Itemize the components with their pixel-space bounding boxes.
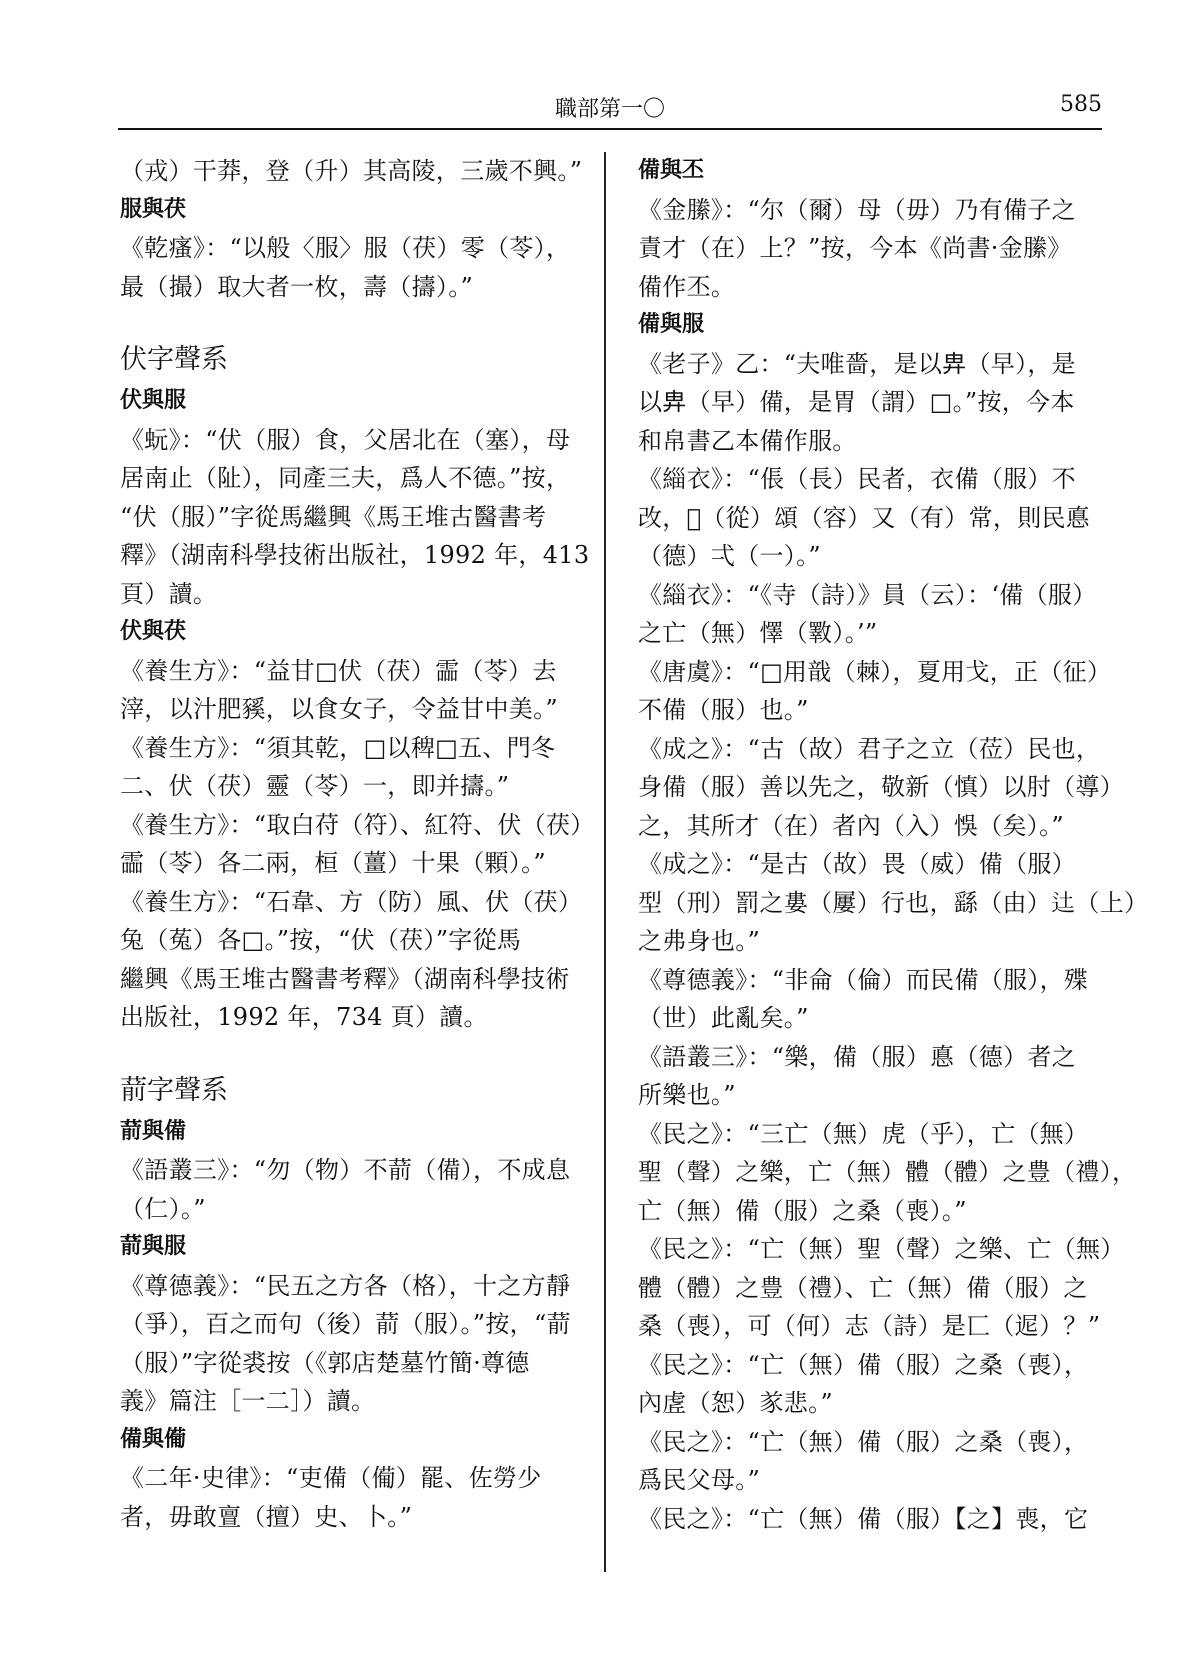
text-line: 桑（喪），可（何）志（詩）是匸（迡）？” — [638, 1312, 1101, 1340]
text-line: 之亡（無）懌（斁）。’” — [638, 619, 878, 647]
text-line: 《養生方》：“取白苻（符）、紅符、伏（茯） — [120, 810, 595, 839]
text-line: 《尊德義》：“民五之方各（格），十之方靜 — [120, 1271, 571, 1300]
entry-heading: 備與服 — [638, 312, 705, 337]
entry-heading: 備與丕 — [638, 158, 705, 183]
text-line: 霝（苓）各二兩，桓（薑）十果（顆）。” — [120, 849, 546, 877]
entry-heading: 服與茯 — [120, 196, 187, 222]
text-line: 和帛書乙本備作服。 — [638, 426, 857, 455]
text-line: 《蚖》：“伏（服）食，父居北在（塞），母 — [120, 425, 571, 454]
text-line: “伏（服）”字從馬繼興《馬王堆古醫書考 — [120, 502, 547, 531]
section-gap — [120, 1037, 575, 1069]
text-line: 《成之》：“是古（故）畏（威）備（服） — [638, 850, 1076, 878]
text-line: 所樂也。” — [638, 1081, 736, 1109]
text-line: 出版社，1992 年，734 頁）讀。 — [120, 1003, 488, 1031]
text-line: 最（撮）取大者一枚，壽（擣）。” — [120, 272, 474, 301]
text-line: 居南止（阯），同產三夫，爲人不德。”按， — [120, 464, 571, 492]
text-line: 《語叢三》：“樂，備（服）悳（德）者之 — [638, 1042, 1076, 1071]
page-header — [118, 92, 1102, 126]
text-line: （德）弌（一）。” — [638, 542, 821, 570]
text-line: 《民之》：“三亡（無）虎（乎），亡（無） — [638, 1119, 1089, 1148]
text-line: 《民之》：“亡（無）備（服）之桑（喪）， — [638, 1350, 1089, 1379]
text-line: （服）”字從裘按（《郭店楚墓竹簡·尊德 — [120, 1348, 530, 1377]
text-line: 體（體）之豊（禮）、亡（無）備（服）之 — [638, 1273, 1088, 1302]
entry-heading: 葥與備 — [120, 1118, 187, 1144]
column-divider — [604, 152, 606, 1572]
entry-heading: 伏與茯 — [120, 619, 187, 644]
text-line: 《民之》：“亡（無）備（服）之桑（喪）， — [638, 1427, 1089, 1456]
text-line: 《成之》：“古（故）君子之立（莅）民也， — [638, 734, 1101, 763]
page-number: 585 — [1060, 92, 1102, 117]
text-line: 亡（無）備（服）之桑（喪）。” — [638, 1196, 967, 1225]
left-column — [120, 152, 595, 1536]
text-line: 《唐虞》：“□用戠（棘），夏用戈，正（征） — [638, 657, 1112, 686]
text-line: 《金縢》：“尔（爾）母（毋）乃有備子之 — [638, 195, 1076, 224]
section-gap — [120, 306, 575, 338]
entry-heading: 備與僃 — [120, 1426, 187, 1452]
text-line: 《語叢三》：“勿（物）不葥（備），不成息 — [120, 1156, 571, 1184]
text-line: 爲民父母。” — [638, 1466, 761, 1494]
text-line: 義》篇注［一二］）讀。 — [120, 1387, 376, 1415]
text-line: （仁）。” — [120, 1194, 206, 1223]
text-line: 兔（菟）各□。”按，“伏（茯）”字從馬 — [120, 926, 522, 954]
text-line: 之弗身也。” — [638, 927, 761, 955]
text-line: 《老子》乙：“夫唯嗇，是以𢍁（早），是 — [638, 349, 1076, 378]
text-line: 內虗（恕）㒸悲。” — [638, 1389, 833, 1417]
text-line: （爭），百之而句（後）葥（服）。”按，“葥 — [120, 1310, 571, 1338]
text-line: 之，其所才（在）者內（入）悞（矣）。” — [638, 811, 1064, 840]
right-column — [638, 152, 1149, 1538]
text-line: 《養生方》：“石韋、方（防）風、伏（茯） — [120, 887, 583, 916]
text-line: 《養生方》：“益甘□伏（茯）霝（苓）去 — [120, 656, 557, 685]
text-line: 以𢍁（早）備，是胃（謂）□。”按，今本 — [638, 388, 1075, 416]
text-line: 聖（聲）之樂，亡（無）體（體）之豊（禮）， — [638, 1158, 1137, 1186]
text-line: （戎）⼲莽，登（升）其高陵，三歲不興。” — [120, 157, 583, 185]
header-rule — [118, 128, 1102, 130]
text-line: 二、伏（茯）靈（苓）一，即并擣。” — [120, 772, 510, 800]
text-line: 備作丕。 — [638, 272, 736, 301]
text-line: 《養生方》：“須其乾，□以稗□五、門冬 — [120, 733, 556, 762]
text-line: 者，毋敢亶（擅）史、卜。” — [120, 1502, 413, 1531]
entry-heading: 葥與服 — [120, 1234, 187, 1259]
text-line: 《緇衣》：“《寺（詩）》員（云）：‘備（服） — [638, 580, 1097, 609]
text-line: 身備（服）善以先之，敬新（慎）以肘（導） — [638, 773, 1124, 801]
text-line: 《乾瘙》：“以般〈服〉服（茯）零（苓）， — [120, 234, 571, 262]
text-line: 型（刑）罰之婁（屢）行也，繇（由）𨑒（上） — [638, 888, 1149, 917]
text-line: 頁）讀。 — [120, 579, 218, 608]
text-line: 不備（服）也。” — [638, 696, 809, 724]
entry-heading: 伏與服 — [120, 388, 187, 413]
text-line: 《民之》：“亡（無）聖（聲）之樂、亡（無） — [638, 1235, 1125, 1263]
section-title: 葥字聲系 — [120, 1074, 228, 1106]
text-line: 釋》（湖南科學技術出版社，1992 年，413 — [120, 541, 590, 569]
text-line: 繼興《馬王堆古醫書考釋》（湖南科學技術 — [120, 964, 570, 993]
running-head: 職部第一〇 — [554, 97, 665, 122]
text-line: 滓，以汁肥豯，以食女子，令益甘中美。” — [120, 695, 558, 723]
section-title: 伏字聲系 — [120, 344, 228, 375]
text-line: 《尊德義》：“非侖（倫）而民備（服），殜 — [638, 965, 1089, 994]
text-line: 責才（在）上？”按，今本《尚書·金縢》 — [638, 234, 1072, 262]
text-line: 《緇衣》：“倀（長）民者，衣備（服）不 — [638, 465, 1076, 493]
text-line: 《二年·史律》：“吏備（僃）罷、佐勞少 — [120, 1464, 542, 1492]
text-line: （世）此亂矣。” — [638, 1004, 809, 1032]
text-line: 《民之》：“亡（無）備（服）【之】喪，它 — [638, 1504, 1089, 1533]
text-line: 改，𨓆（從）頌（容）又（有）常，則民悳 — [638, 503, 1091, 532]
